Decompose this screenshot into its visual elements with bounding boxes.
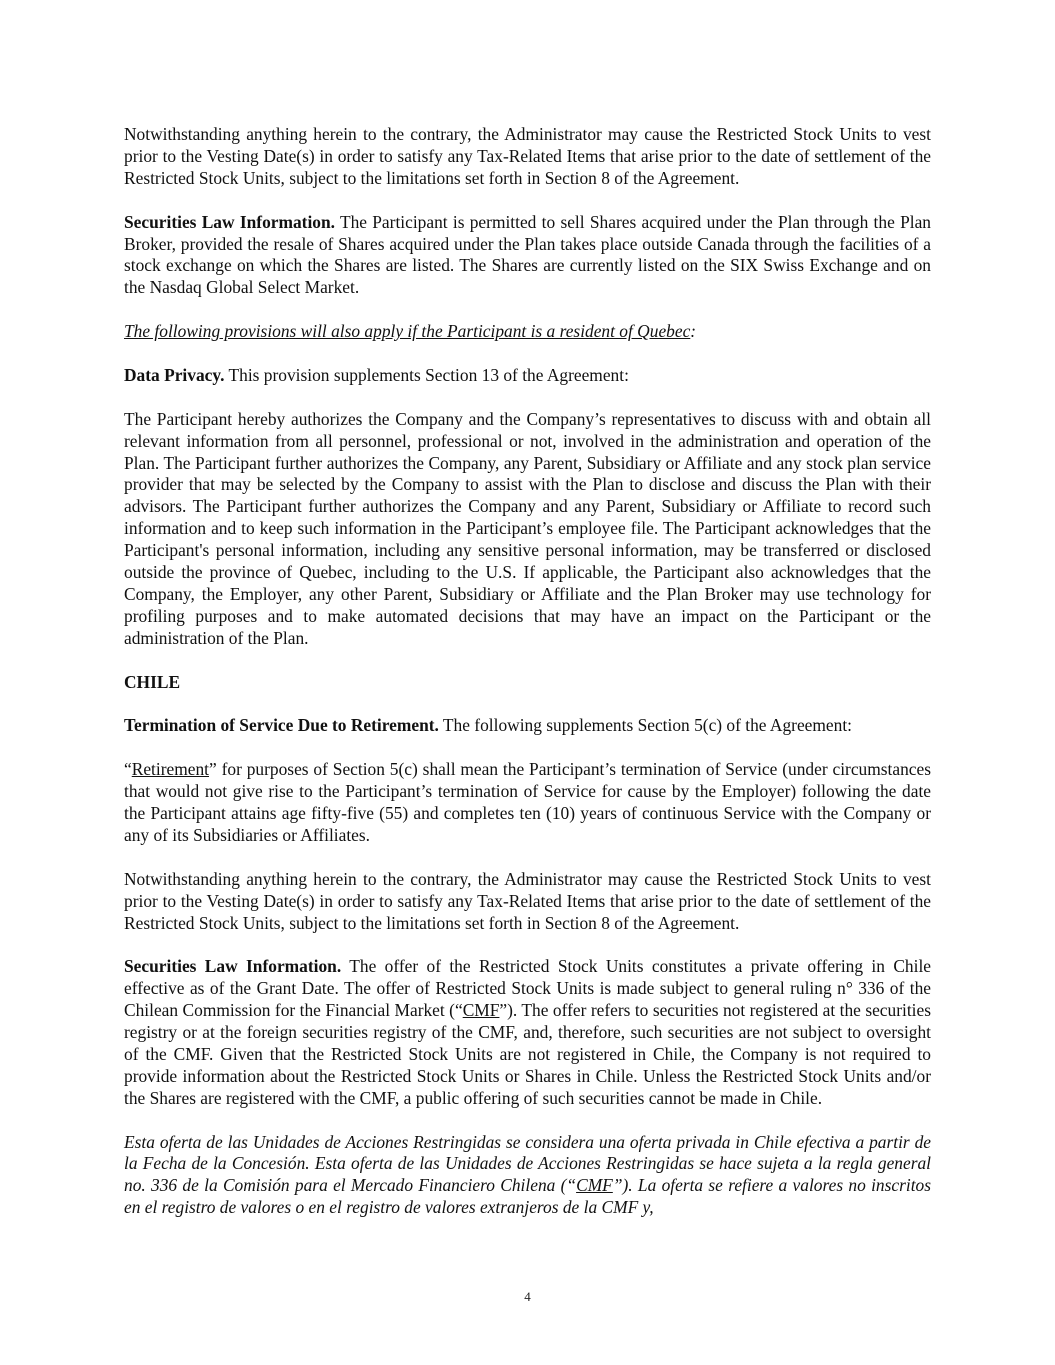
paragraph-data-privacy <box>124 365 931 387</box>
securities-law-chile-heading: Securities Law Information. <box>124 956 342 977</box>
quebec-provisions-colon: : <box>690 321 697 342</box>
data-privacy-heading: Data Privacy. <box>124 364 225 385</box>
paragraph-quebec-provisions <box>124 321 931 343</box>
paragraph-retirement-definition <box>124 759 931 847</box>
paragraph-vesting-notwithstanding: Notwithstanding anything herein to the contrary, the Administrator may cause the Restricted Stock Units to vest prior to the Vesting Date(s) in order to satisfy any Tax-Related Items that arise prior to the date of settlement of the Restricted Stock Units, subject to the limitations set forth in Section 8 of the Agreement. <box>124 124 931 188</box>
spanish-offer-text-a: Esta oferta de las Unidades de Acciones Restringidas se considera una oferta privada in Chile efectiva a partir de la Fecha de la Concesión. Esta oferta de las Unidades de Acciones Restringidas se hace sujeta a la regla general no. 336 de la Comisión para el Mercado Financiero Chilena (“ <box>124 1131 931 1196</box>
paragraph-vesting-notwithstanding-chile: Notwithstanding anything herein to the contrary, the Administrator may cause the Restricted Stock Units to vest prior to the Vesting Date(s) in order to satisfy any Tax-Related Items that arise prior to the date of settlement of the Restricted Stock Units, subject to the limitations set forth in Section 8 of the Agreement. <box>124 868 931 933</box>
paragraph-termination-retirement <box>124 715 931 737</box>
page-number: 4 <box>524 1289 531 1304</box>
retirement-term: Retirement <box>131 759 209 780</box>
securities-law-chile-text-b: ”). The offer refers to securities not registered at the securities registry or at the foreign securities registry of the CMF, and, therefore, such securities are not subject to oversight of the CMF. Given that the Restricted Stock Units are not registered in Chile, the Company is not required to provide information about the Restricted Stock Units or Shares in Chile. Unless the Restricted Stock Units and/or the Shares are registered with the CMF, a public offering of such securities cannot be made in Chile. <box>124 1000 931 1108</box>
paragraph-securities-law-chile <box>124 956 931 1109</box>
paragraph-authorization: The Participant hereby authorizes the Company and the Company’s representatives to discuss with and obtain all relevant information from all personnel, professional or not, involved in the administration and operation of the Plan. The Participant further authorizes the Company, any Parent, Subsidiary or Affiliate and any stock plan service provider that may be selected by the Company to assist with the Plan to disclose and discuss the Plan with their advisors. The Participant further authorizes the Company and any Parent, Subsidiary or Affiliate to record such information and to keep such information in the Participant’s employee file. The Participant acknowledges that the Participant's personal information, including any sensitive personal information, may be transferred or disclosed outside the province of Quebec, including to the U.S. If applicable, the Participant also acknowledges that the Company, the Employer, any other Parent, Subsidiary or Affiliate and the Plan Broker may use technology for profiling purposes and to make automated decisions that may have an impact on the Participant or the administration of the Plan. <box>124 408 931 648</box>
termination-retirement-text: The following supplements Section 5(c) of the Agreement: <box>438 715 852 736</box>
securities-law-chile-text-a: The offer of the Restricted Stock Units constitutes a private offering in Chile effective as of the Grant Date. The offer of Restricted Stock Units is made subject to general ruling n° 336 of the Chilean Commission for the Financial Market (“ <box>124 956 931 1021</box>
retirement-definition-text: ” for purposes of Section 5(c) shall mean the Participant’s termination of Service (under circumstances that would not give rise to the Participant’s termination of Service for cause by the Employer) following the date the Participant attains age fifty-five (55) and completes ten (10) years of continuous Service with the Company or any of its Subsidiaries or Affiliates. <box>124 759 931 845</box>
termination-retirement-heading: Termination of Service Due to Retirement. <box>124 715 439 736</box>
spanish-offer-text-b: ”). La oferta se refiere a valores no inscritos en el registro de valores o en el registro de valores extranjeros de la CMF y, <box>124 1175 931 1218</box>
securities-law-heading: Securities Law Information. <box>124 211 335 232</box>
country-heading-chile: CHILE <box>124 671 181 692</box>
data-privacy-text: This provision supplements Section 13 of the Agreement: <box>224 364 629 385</box>
securities-law-text: The Participant is permitted to sell Shares acquired under the Plan through the Plan Broker, provided the resale of Shares acquired under the Plan takes place outside Canada through the facilities of a stock exchange on which the Shares are listed. The Shares are currently listed on the SIX Swiss Exchange and on the Nasdaq Global Select Market. <box>124 211 931 298</box>
cmf-term-spanish: CMF <box>576 1175 613 1196</box>
paragraph-securities-law-canada <box>124 212 931 300</box>
retirement-open-quote: “ <box>124 759 132 780</box>
paragraph-spanish-offer <box>124 1132 931 1220</box>
document-body <box>124 124 931 1241</box>
cmf-term: CMF <box>462 1000 500 1021</box>
quebec-provisions-text: The following provisions will also apply if the Participant is a resident of Quebec <box>124 321 691 342</box>
